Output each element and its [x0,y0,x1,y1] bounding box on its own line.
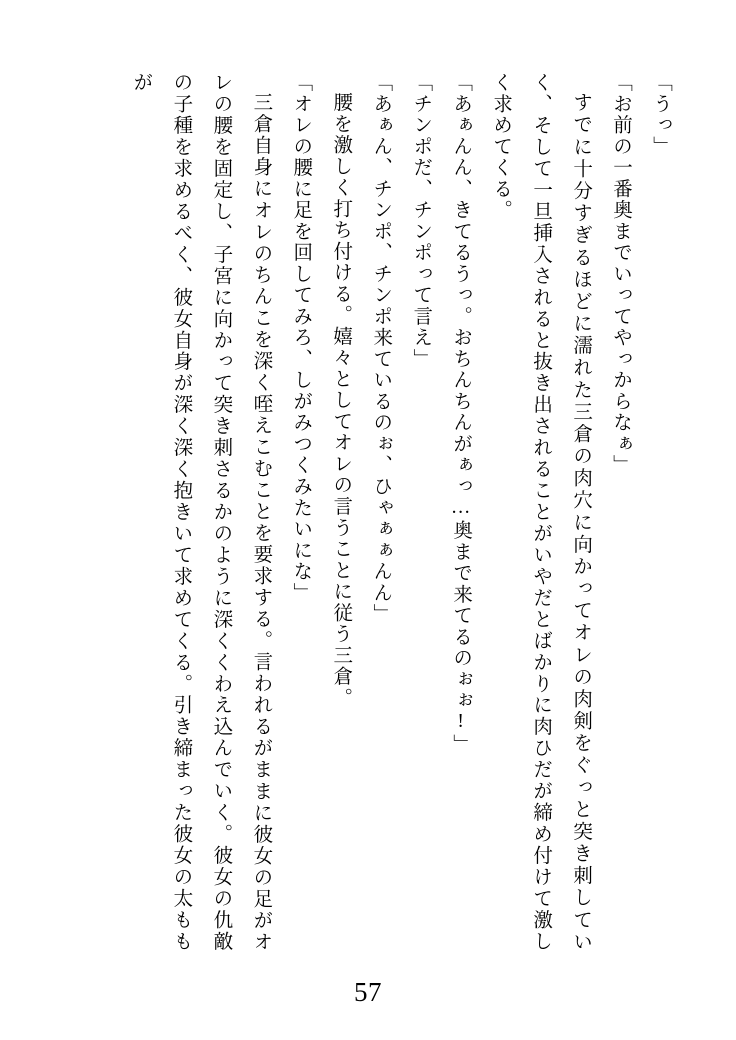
paragraph: 「あぁんん、きてるうっ。おちんちんがぁっ…奥まで来てるのぉぉ!」 [450,72,472,756]
paragraph: 「オレの腰に足を回してみろ、しがみつくみたいにな」 [290,72,312,604]
page-number: 57 [353,977,383,1007]
paragraph: 「チンポだ、チンポって言え」 [410,72,432,370]
paragraph: 「お前の一番奥までいってやっからなぁ」 [610,72,632,476]
paragraph: 三倉自身にオレのちんこを深く咥えこむことを要求する。言われるがままに彼女の足がオレの腰を固定し、子宮に向かって突き刺さるかのように深くくわえ込んでいく。彼女の仇敵の子種を求めるべく、彼女自身が深く深く抱きいて求めてくる。引き締まった彼女の太ももが [130,72,272,952]
paragraph: すでに十分すぎるほどに濡れた三倉の肉穴に向かってオレの肉剣をぐっと突き刺していく、そして一旦挿入されると抜き出されることがいやだとばかりに肉ひだが締め付けて激しく求めてくる。 [490,72,592,952]
paragraph: 「うっ」 [650,72,671,158]
body-text [60,72,680,952]
paragraph: 「あぁん、チンポ、チンポ来ているのぉ、ひゃぁぁんん」 [370,72,392,625]
paragraph: 腰を激しく打ち付ける。嬉々としてオレの言うことに従う三倉。 [330,91,352,708]
